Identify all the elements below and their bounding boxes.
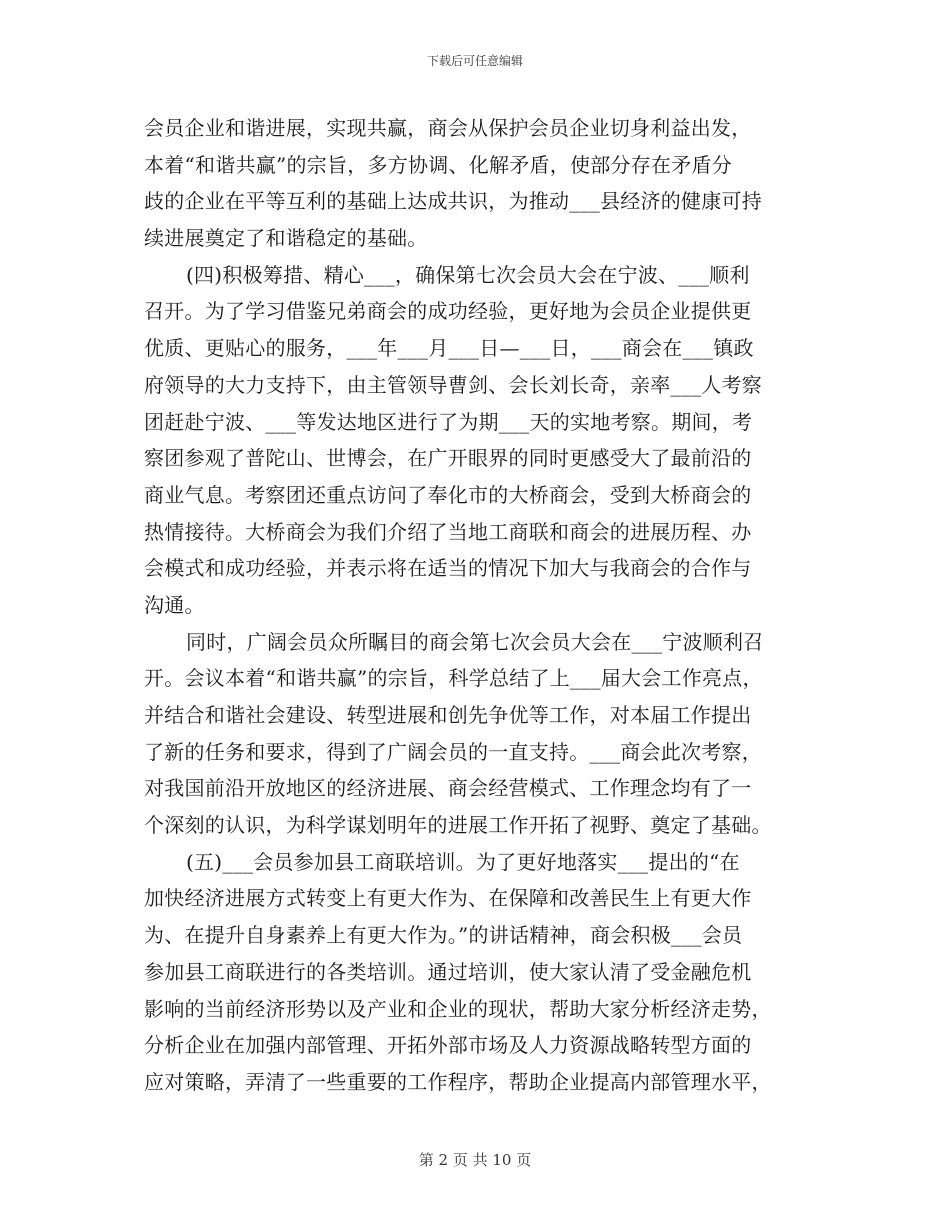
- paragraph-start-line: (五)___会员参加县工商联培训。为了更好地落实___提出的“在: [186, 849, 740, 874]
- text-line: 沟通。: [144, 592, 205, 617]
- text-line: 歧的企业在平等互利的基础上达成共识，为推动___县经济的健康可持: [144, 189, 762, 214]
- text-line: 会模式和成功经验，并表示将在适当的情况下加大与我商会的合作与: [144, 556, 752, 581]
- paragraph-start-line: 同时，广阔会员众所瞩目的商会第七次会员大会在___宁波顺利召: [186, 629, 764, 654]
- text-line: 召开。为了学习借鉴兄弟商会的成功经验，更好地为会员企业提供更: [144, 299, 752, 324]
- page-number-footer: 第 2 页 共 10 页: [418, 1151, 532, 1169]
- text-line: 对我国前沿开放地区的经济进展、商会经营模式、工作理念均有了一: [144, 776, 752, 801]
- text-line: 参加县工商联进行的各类培训。通过培训，使大家认清了受金融危机: [144, 959, 752, 984]
- text-line: 了新的任务和要求，得到了广阔会员的一直支持。___商会此次考察，: [144, 739, 762, 764]
- text-line: 优质、更贴心的服务，___年___月___日—___日，___商会在___镇政: [144, 336, 754, 361]
- page-header: 下载后可任意编辑: [426, 54, 523, 68]
- text-line: 影响的当前经济形势以及产业和企业的现状，帮助大家分析经济走势，: [144, 996, 772, 1021]
- text-line: 商业气息。考察团还重点访问了奉化市的大桥商会，受到大桥商会的: [144, 482, 752, 507]
- text-line: 个深刻的认识，为科学谋划明年的进展工作开拓了视野、奠定了基础。: [144, 813, 772, 838]
- text-line: 并结合和谐社会建设、转型进展和创先争优等工作，对本届工作提出: [144, 703, 752, 727]
- text-line: 分析企业在加强内部管理、开拓外部市场及人力资源战略转型方面的: [144, 1033, 752, 1058]
- text-line: 为、在提升自身素养上有更大作为。”的讲话精神，商会积极___会员: [144, 923, 743, 948]
- text-line: 本着“和谐共赢”的宗旨，多方协调、化解矛盾，使部分存在矛盾分: [144, 152, 732, 177]
- text-line: 府领导的大力支持下，由主管领导曹剑、会长刘长奇，亲率___人考察: [144, 372, 762, 397]
- text-line: 会员企业和谐进展，实现共赢，商会从保护会员企业切身利益出发，: [144, 116, 752, 140]
- text-line: 开。会议本着“和谐共赢”的宗旨，科学总结了上___届大会工作亮点，: [144, 666, 763, 691]
- text-line: 续进展奠定了和谐稳定的基础。: [144, 226, 428, 251]
- text-line: 热情接待。大桥商会为我们介绍了当地工商联和商会的进展历程、办: [144, 519, 752, 544]
- text-line: 应对策略，弄清了一些重要的工作程序，帮助企业提高内部管理水平，: [144, 1069, 772, 1094]
- text-line: 察团参观了普陀山、世博会，在广开眼界的同时更感受大了最前沿的: [144, 446, 752, 471]
- text-line: 加快经济进展方式转变上有更大作为、在保障和改善民生上有更大作: [144, 886, 752, 911]
- paragraph-start-line: (四)积极筹措、精心___，确保第七次会员大会在宁波、___顺利: [186, 262, 750, 287]
- text-line: 团赶赴宁波、___等发达地区进行了为期___天的实地考察。期间，考: [144, 409, 753, 434]
- document-body: [144, 110, 809, 1101]
